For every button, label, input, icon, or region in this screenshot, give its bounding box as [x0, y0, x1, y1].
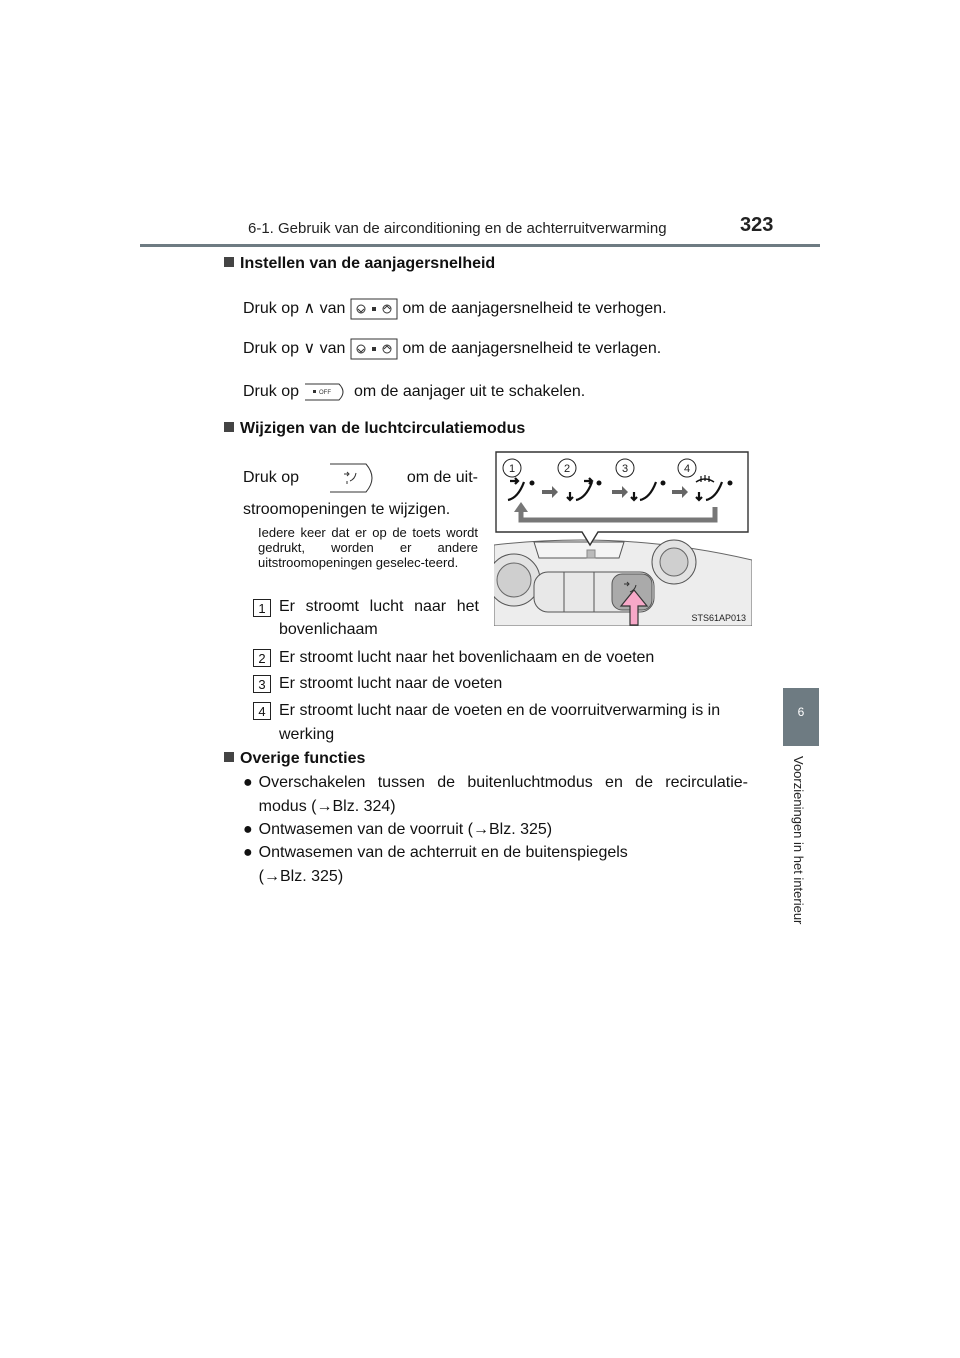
bullet-icon: ● — [243, 774, 253, 791]
mode-number-1 — [503, 459, 521, 477]
chapter-title: 6-1. Gebruik van de airconditioning en de achterruitverwarming — [248, 220, 667, 237]
fan-increase-line: Druk op ∧ van om de aanjagersnelheid te verhogen. — [243, 297, 667, 321]
section-heading-other: Overige functies — [224, 750, 365, 768]
airflow-mode-button-icon — [328, 461, 378, 495]
list-item: ● Ontwasemen van de achterruit en de buitenspiegels (→Blz. 325) — [243, 841, 673, 889]
bullet-icon: ● — [243, 821, 253, 838]
airflow-press-line-2: stroomopeningen te wijzigen. — [243, 501, 451, 518]
list-item: 3 Er stroomt lucht naar de voeten — [253, 672, 753, 696]
vent-indicator — [587, 550, 595, 558]
page-number: 323 — [740, 214, 774, 236]
off-label: OFF — [319, 390, 332, 396]
list-item: ● Ontwasemen van de voorruit (→Blz. 325) — [243, 818, 748, 842]
list-number: 3 — [253, 675, 271, 693]
svg-text:2: 2 — [563, 463, 571, 475]
mode-number-2 — [558, 459, 576, 477]
mode-number-3 — [616, 459, 634, 477]
svg-text:1: 1 — [508, 463, 516, 475]
bullet-icon: ● — [243, 844, 253, 861]
off-button-icon — [303, 380, 349, 404]
square-bullet-icon — [224, 422, 234, 432]
fan-decrease-line: Druk op ∨ van om de aanjagersnelheid te verlagen. — [243, 337, 661, 361]
figure-code: STS61AP013 — [691, 613, 746, 623]
section-heading-airflow: Wijzigen van de luchtcirculatiemodus — [224, 420, 525, 438]
list-item: ● Overschakelen tussen de buitenluchtmodus en de recirculatie-modus (→Blz. 324) — [243, 771, 748, 819]
list-number: 4 — [253, 702, 271, 720]
fan-off-line: Druk op OFF om de aanjager uit te schakelen. — [243, 380, 585, 404]
chapter-tab-label: Voorzieningen in het interieur — [791, 756, 806, 925]
list-number: 1 — [253, 599, 271, 617]
square-bullet-icon — [224, 257, 234, 267]
header-rule — [140, 244, 820, 247]
list-item: 4 Er stroomt lucht naar de voeten en de voorruitverwarming is in werking — [253, 699, 748, 747]
airflow-press-line: Druk op om de uit- — [243, 461, 478, 495]
section-heading-fan-speed: Instellen van de aanjagersnelheid — [224, 255, 495, 273]
fan-speed-button-icon — [350, 298, 398, 320]
list-item: 1 Er stroomt lucht naar het bovenlichaam — [253, 596, 479, 641]
list-number: 2 — [253, 649, 271, 667]
svg-text:3: 3 — [621, 463, 629, 475]
svg-text:4: 4 — [683, 463, 691, 475]
list-item: 2 Er stroomt lucht naar het bovenlichaam en de voeten — [253, 646, 753, 670]
vent-slot — [534, 542, 624, 558]
chapter-tab: 6 — [783, 688, 819, 746]
airflow-note: Iedere keer dat er op de toets wordt gedrukt, worden er andere uitstroomopeningen geselec-teerd. — [258, 525, 478, 570]
airflow-figure — [494, 450, 752, 626]
square-bullet-icon — [224, 752, 234, 762]
fan-speed-button-icon — [350, 338, 398, 360]
mode-number-4 — [678, 459, 696, 477]
